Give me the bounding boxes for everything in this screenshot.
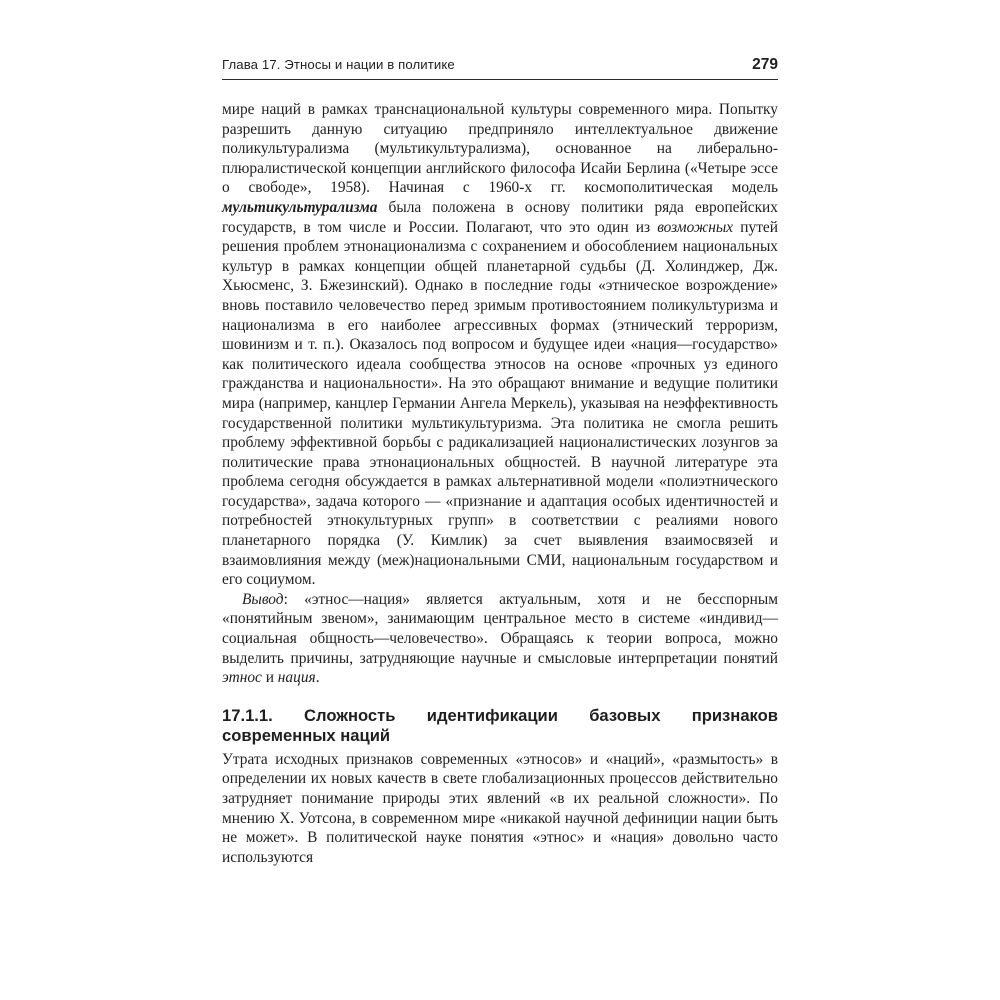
section-heading: 17.1.1. Сложность идентификации базовых признаков современных наций	[222, 705, 778, 745]
page-number: 279	[752, 56, 778, 73]
paragraph1-part2: была положена в основу политики ряда европейских государств, в том числе и России. Полагают, что это один из	[222, 198, 778, 236]
paragraph2-end: .	[315, 669, 320, 687]
term-ethnos: этнос	[222, 669, 262, 687]
running-header	[222, 56, 778, 80]
paragraph-section-start: Утрата исходных признаков современных «этносов» и «наций», «размытость» в определении их новых качеств в свете глобализационных процессов действительно затрудняет понимание природы этих явлений «в их реальной сложности». По мнению Х. Уотсона, в современном мире «никакой научной дефиниции нации быть не может». В политической науке понятия «этнос» и «нация» довольно часто используются	[222, 750, 778, 866]
term-multiculturalism: мультикультурализма	[222, 198, 378, 216]
paragraph2-conj: и	[261, 669, 278, 687]
book-page	[222, 56, 778, 867]
term-nation: нация	[277, 669, 316, 687]
paragraph-continued	[222, 100, 778, 590]
paragraph2-part1: : «этнос—нация» является актуальным, хотя и не бесспорным «понятийным звеном», занимающим центральное место в системе «индивид—социальная общность—человечество». Обращаясь к теории вопроса, можно выделить причины, затрудняющие научные и смысловые интерпретации понятий	[222, 590, 778, 667]
paragraph1-part3: путей решения проблем этнонационализма с сохранением и обособлением национальных культур в рамках концепции общей планетарной судьбы (Д. Холинджер, Дж. Хьюсменс, З. Бжезинский). Однако в последние годы «этническое возрождение» вновь поставило человечество перед зримым противостоянием поликультуризма и национализма в его наиболее агрессивных формах (этнический терроризм, шовинизм и т. п.). Оказалось под вопросом и будущее идеи «нация—государство» как политического идеала сообщества этносов на основе «прочных уз единого гражданства и национальности». На это обращают внимание и ведущие политики мира (например, канцлер Германии Ангела Меркель), указывая на неэффективность государственной политики мультикультуризма. Эта политика не смогла решить проблему эффективной борьбы с радикализацией националистических лозунгов за политические права этнонациональных общностей. В научной литературе эта проблема сегодня обсуждается в рамках альтернативной модели «полиэтнического государства», задача которого — «признание и адаптация особых идентичностей и потребностей этнокультурных групп» в соответствии с реалиями нового планетарного порядка (У. Кимлик) за счет выявления взаимосвязей и взаимовлияния между (меж)национальными СМИ, национальным государством и его социумом.	[222, 218, 778, 589]
conclusion-label: Вывод	[242, 590, 284, 608]
body-text	[222, 100, 778, 867]
word-possible: возможных	[657, 218, 734, 236]
paragraph1-part1: мире наций в рамках транснациональной культуры современного мира. Попытку разрешить данную ситуацию предприняло интеллектуальное движение поликультурализма (мультикультурализма), основанное на либерально-плюралистической концепции английского философа Исайи Берлина («Четыре эссе о свободе», 1958). Начиная с 1960-х гг. космополитическая модель	[222, 101, 778, 197]
chapter-title: Глава 17. Этносы и нации в политике	[222, 57, 455, 72]
paragraph-conclusion	[222, 590, 778, 688]
